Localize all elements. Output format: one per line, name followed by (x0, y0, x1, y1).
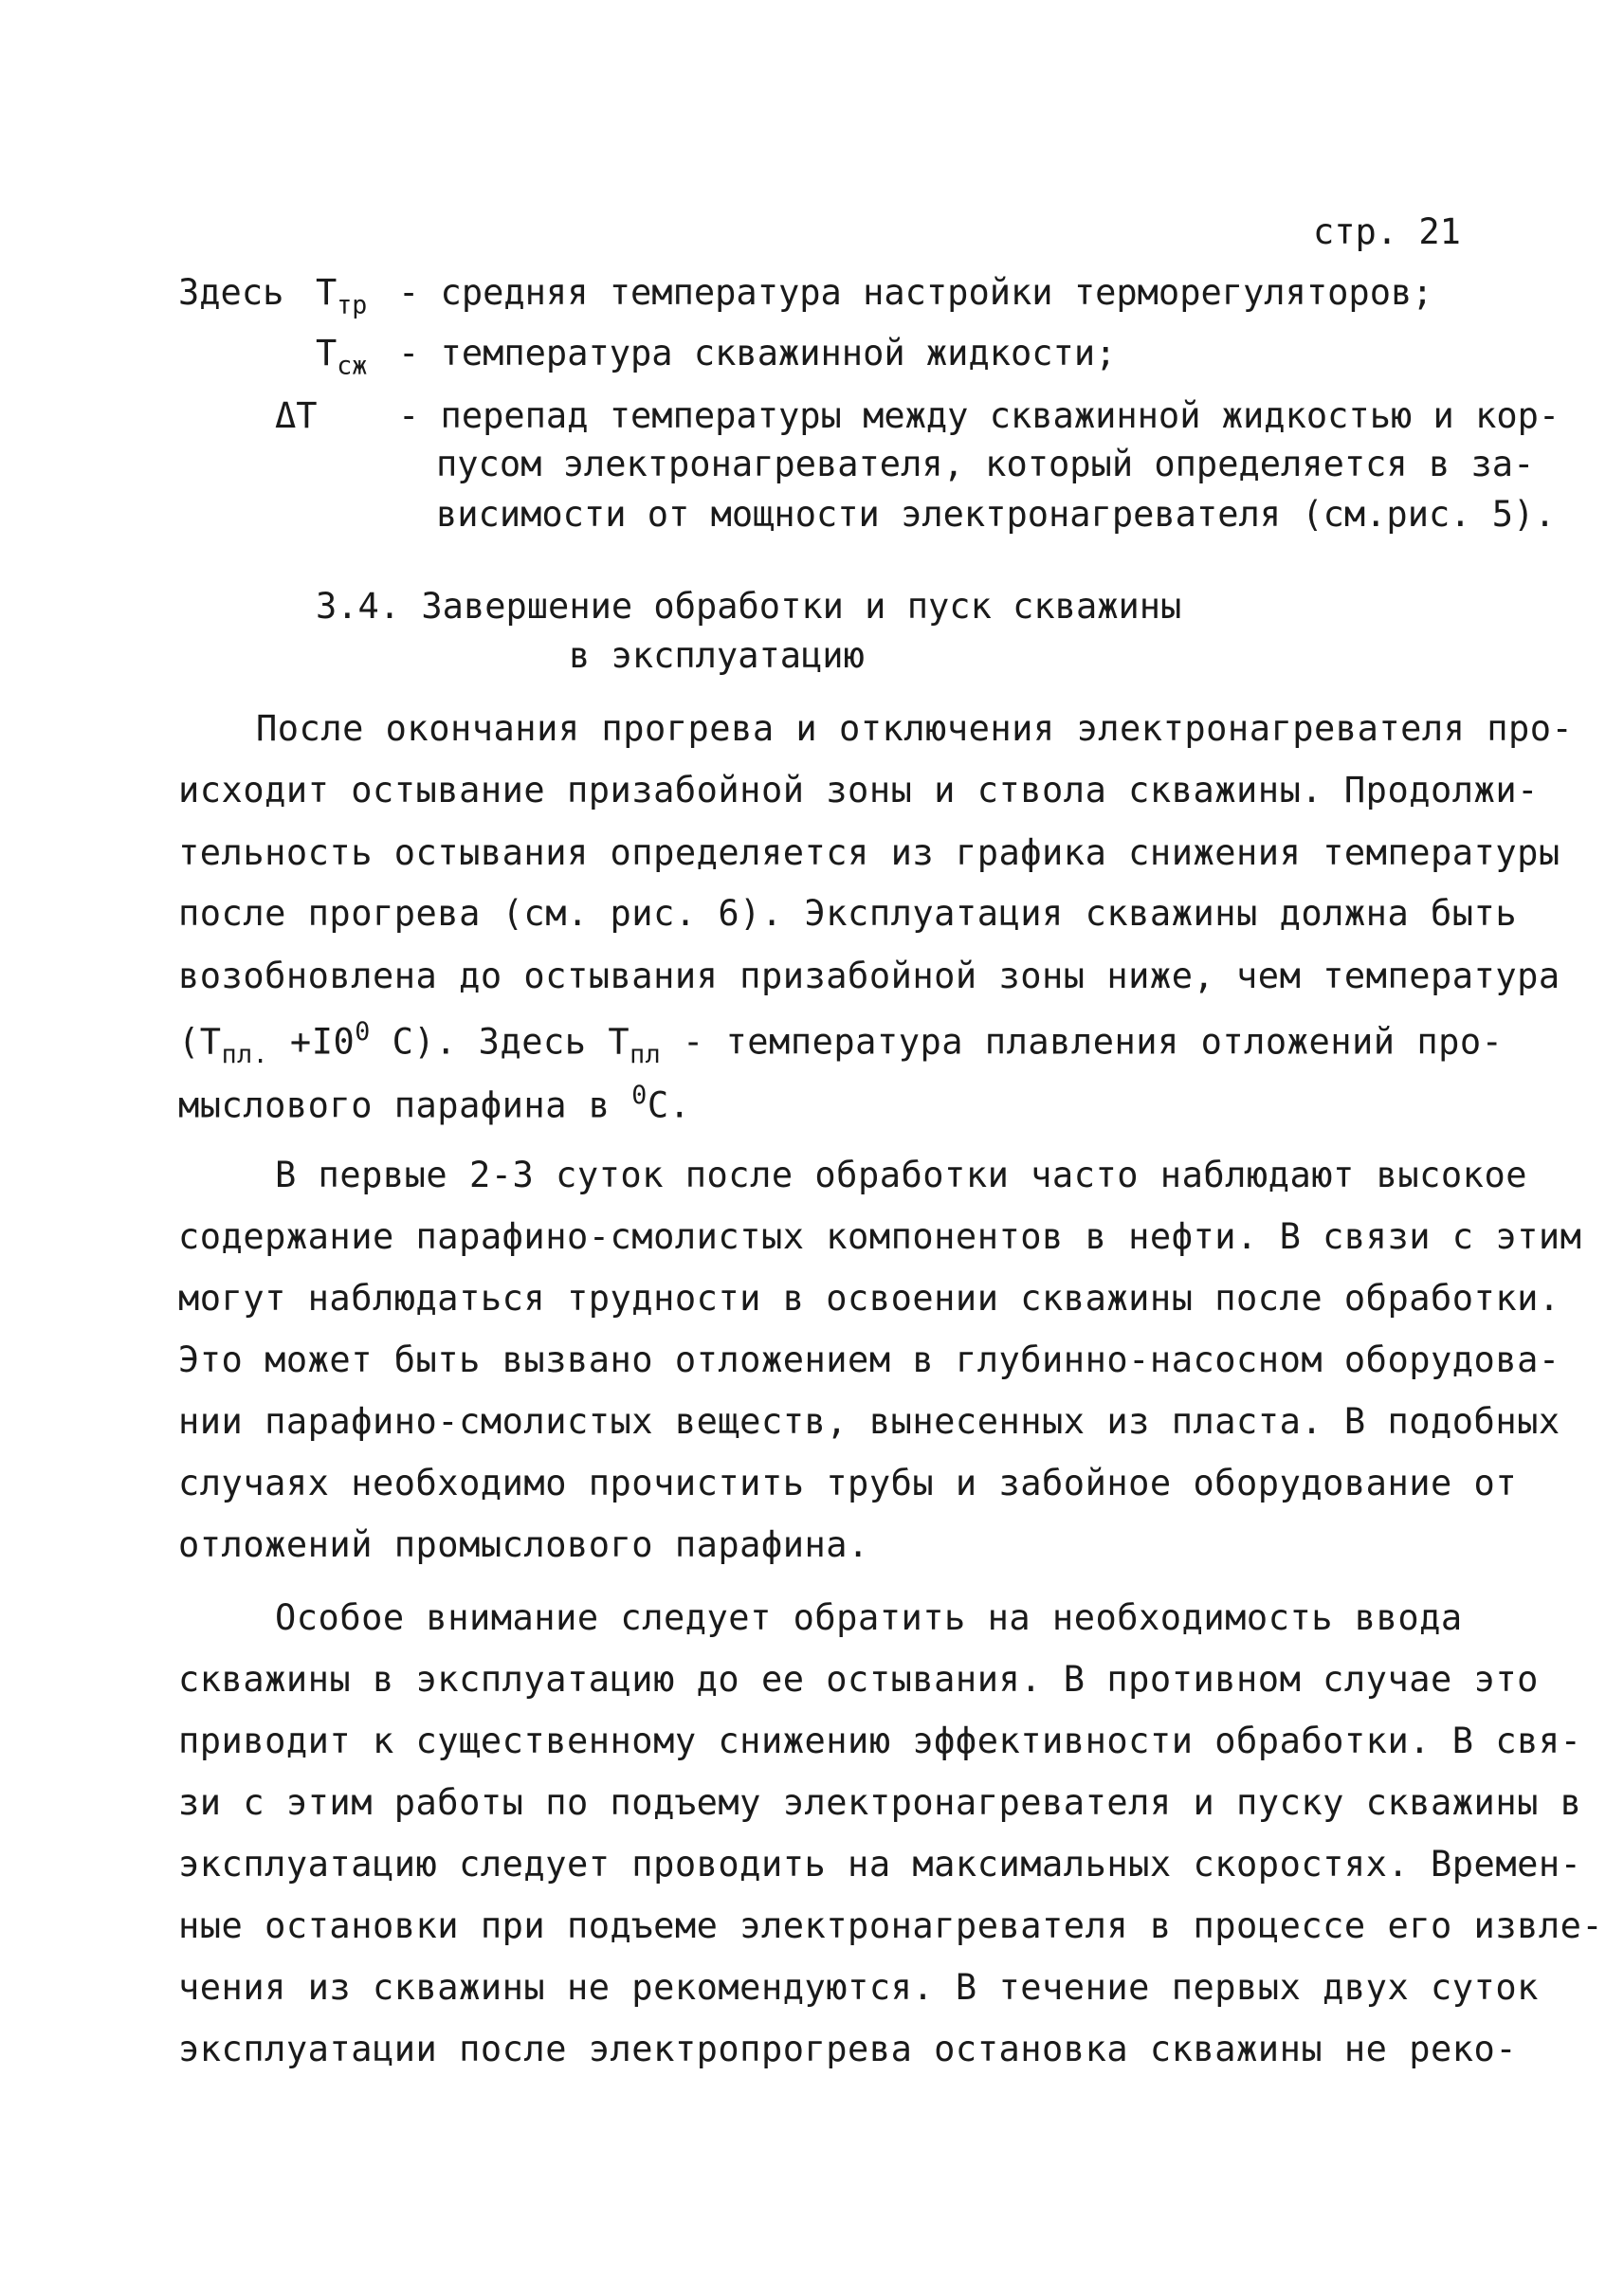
section-number: 3.4. (316, 586, 401, 627)
paragraph2-line5: нии парафино-смолистых веществ, вынесенных из пласта. В подобных (178, 1401, 1560, 1442)
paragraph1-line5: возобновлена до остывания призабойной зоны ниже, чем температура (178, 956, 1560, 996)
section-heading (316, 586, 1181, 627)
section-title-line2: в эксплуатацию (569, 635, 865, 676)
paragraph3-line2: скважины в эксплуатацию до ее остывания. В противном случае это (178, 1659, 1539, 1700)
page-number: стр. 21 (1313, 211, 1461, 252)
definition-text-tsj: - температура скважинной жидкости; (398, 333, 1117, 373)
definition-text-ttr: - средняя температура настройки терморегуляторов; (398, 272, 1433, 313)
paragraph1-line4: после прогрева (см. рис. 6). Эксплуатация скважины должна быть (178, 893, 1518, 934)
definition-symbol-tsj: $T_{сж}$ (316, 333, 368, 381)
definition-symbol-ttr: $T_{тр}$ (316, 272, 368, 320)
paragraph1-line6: ($T_{пл.} +I0^0$ С). Здесь $T_{пл}$ - температура плавления отложений про- (178, 1017, 1504, 1069)
paragraph2-line6: случаях необходимо прочистить трубы и забойное оборудование от (178, 1463, 1518, 1503)
paragraph3-line7: чения из скважины не рекомендуются. В течение первых двух суток (178, 1967, 1539, 2008)
paragraph3-line3: приводит к существенному снижению эффективности обработки. В свя- (178, 1721, 1582, 1761)
definition-text-delta-t-line3: висимости от мощности электронагревателя (см.рис. 5). (436, 494, 1556, 535)
paragraph1-line2: исходит остывание призабойной зоны и ствола скважины. Продолжи- (178, 770, 1539, 811)
paragraph2-line1: В первые 2-3 суток после обработки часто наблюдают высокое (275, 1155, 1528, 1195)
definition-text-delta-t-line1: - перепад температуры между скважинной жидкостью и кор- (398, 395, 1560, 436)
paragraph3-line5: эксплуатацию следует проводить на максимальных скоростях. Времен- (178, 1844, 1582, 1885)
paragraph2-line7: отложений промыслового парафина. (178, 1524, 869, 1565)
paragraph3-line6: ные остановки при подъеме электронагревателя в процессе его извле- (178, 1905, 1604, 1946)
paragraph2-line2: содержание парафино-смолистых компонентов в нефти. В связи с этим (178, 1216, 1582, 1257)
definition-text-delta-t-line2: пусом электронагревателя, который определяется в за- (436, 444, 1535, 484)
paragraph1-line1: После окончания прогрева и отключения электронагревателя про- (256, 708, 1574, 749)
paragraph3-line4: зи с этим работы по подъему электронагревателя и пуску скважины в (178, 1782, 1582, 1823)
paragraph1-line3: тельность остывания определяется из графика снижения температуры (178, 832, 1560, 873)
paragraph2-line4: Это может быть вызвано отложением в глубинно-насосном оборудова- (178, 1339, 1560, 1380)
paragraph2-line3: могут наблюдаться трудности в освоении скважины после обработки. (178, 1278, 1560, 1319)
definitions-intro: Здесь (178, 272, 284, 313)
paragraph3-line8: эксплуатации после электропрогрева остановка скважины не реко- (178, 2029, 1518, 2069)
paragraph1-line7: мыслового парафина в $^0$С. (178, 1081, 691, 1126)
paragraph3-line1: Особое внимание следует обратить на необходимость ввода (275, 1597, 1463, 1638)
definition-symbol-delta-t: ΔT (275, 395, 318, 436)
section-title-line1: Завершение обработки и пуск скважины (421, 586, 1182, 627)
